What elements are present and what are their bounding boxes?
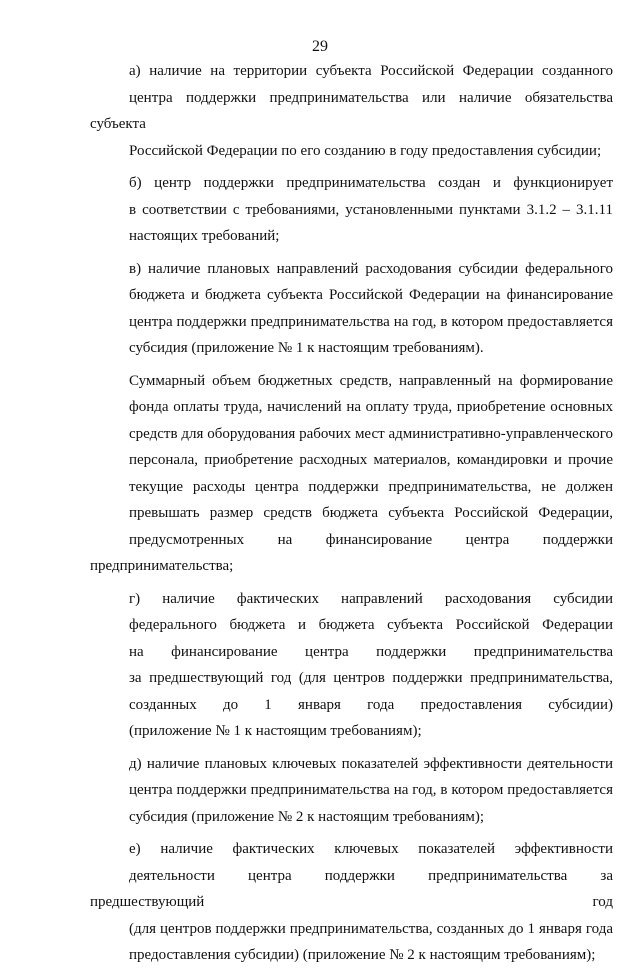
paragraph-v <box>90 256 613 362</box>
text-line: фонда оплаты труда, начислений на оплату труда, приобретение основных <box>129 399 613 415</box>
text-line: персонала, приобретение расходных материалов, командировки и прочие <box>129 452 613 468</box>
text-line: субсидия (приложение № 2 к настоящим требованиям); <box>129 808 484 825</box>
paragraph-a <box>90 58 613 164</box>
text-line: за предшествующий год (для центров поддержки предпринимательства, <box>129 670 613 686</box>
text-line: Российской Федерации по его созданию в году предоставления субсидии; <box>129 142 602 159</box>
text-line: (для центров поддержки предпринимательства, созданных до 1 января года <box>129 920 613 937</box>
text-line: г) наличие фактических направлений расходования субсидии <box>129 590 613 607</box>
text-line: Суммарный объем бюджетных средств, направленный на формирование <box>129 372 613 389</box>
text-line: б) центр поддержки предпринимательства создан и функционирует <box>129 175 613 191</box>
text-line: бюджета и бюджета субъекта Российской Федерации на финансирование <box>129 287 613 303</box>
text-line: субсидия (приложение № 1 к настоящим требованиям). <box>129 340 484 356</box>
text-line: предусмотренных на финансирование центра поддержки предпринимательства; <box>90 531 613 574</box>
text-line: е) наличие фактических ключевых показателей эффективности <box>129 841 613 857</box>
text-line: центра поддержки предпринимательства на год, в котором предоставляется <box>129 313 613 330</box>
document-body <box>90 58 613 975</box>
text-line: в соответствии с требованиями, установленными пунктами 3.1.2 – 3.1.11 <box>129 201 613 218</box>
text-line: предоставления субсидии) (приложение № 2 к настоящим требованиям); <box>129 947 596 963</box>
paragraph-d <box>90 751 613 831</box>
page-number: 29 <box>312 38 328 55</box>
paragraph-e <box>90 836 613 969</box>
text-line: д) наличие плановых ключевых показателей эффективности деятельности <box>129 755 613 772</box>
text-line: превышать размер средств бюджета субъекта Российской Федерации, <box>129 505 613 521</box>
text-line: федерального бюджета и бюджета субъекта Российской Федерации <box>129 617 613 633</box>
text-line: настоящих требований; <box>129 228 280 244</box>
text-line: (приложение № 1 к настоящим требованиям); <box>129 723 422 739</box>
text-line: средств для оборудования рабочих мест административно-управленческого <box>129 425 613 442</box>
paragraph-summary <box>90 368 613 580</box>
text-line: созданных до 1 января года предоставления субсидии) <box>129 696 613 713</box>
text-line: текущие расходы центра поддержки предпринимательства, не должен <box>129 478 613 495</box>
text-line: а) наличие на территории субъекта Российской Федерации созданного <box>129 63 613 79</box>
paragraph-g <box>90 586 613 745</box>
text-line: центра поддержки предпринимательства на год, в котором предоставляется <box>129 782 613 798</box>
paragraph-b <box>90 170 613 250</box>
text-line: на финансирование центра поддержки предпринимательства <box>129 643 613 660</box>
text-line: в) наличие плановых направлений расходования субсидии федерального <box>129 260 613 277</box>
text-line: деятельности центра поддержки предпринимательства за предшествующий год <box>90 867 613 910</box>
text-line: центра поддержки предпринимательства или наличие обязательства субъекта <box>90 89 613 132</box>
